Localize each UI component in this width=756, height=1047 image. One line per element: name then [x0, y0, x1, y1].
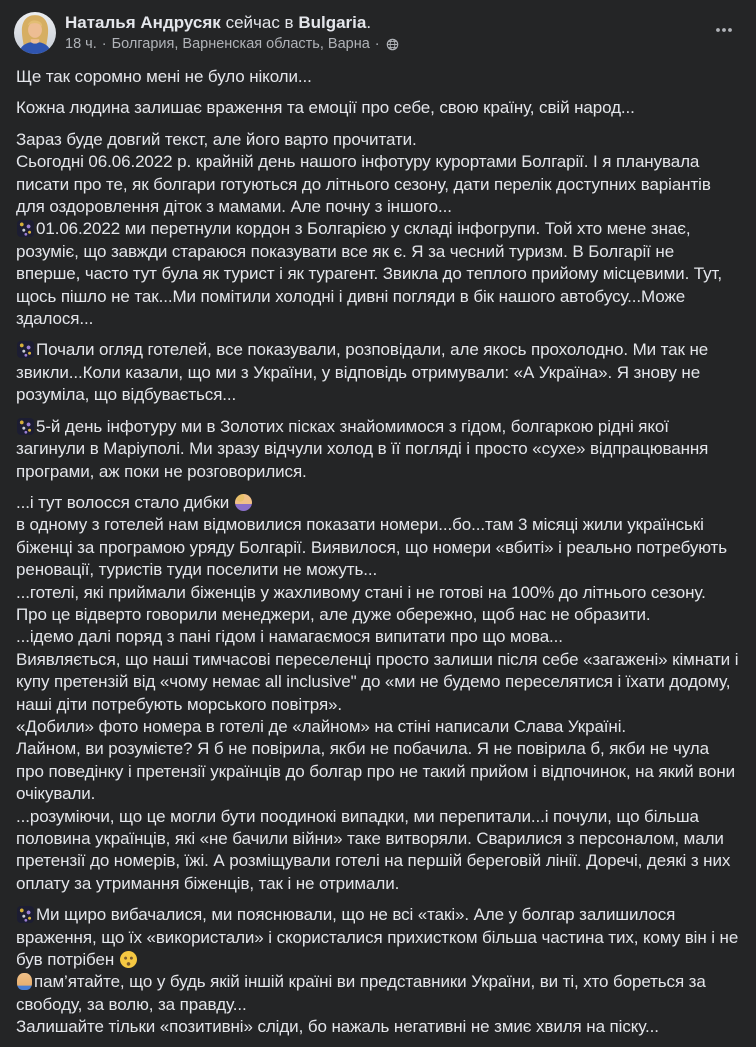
- fireworks-emoji: [17, 220, 34, 237]
- post-paragraph: Кожна людина залишає враження та емоції про себе, свою країну, свій народ...: [16, 98, 635, 118]
- fireworks-emoji: [17, 341, 34, 358]
- timestamp-link[interactable]: 18 ч.: [65, 36, 97, 52]
- fireworks-emoji: [17, 418, 34, 435]
- profile-photo: [14, 12, 56, 54]
- checkin-context: сейчас в: [225, 13, 294, 32]
- sentence-end: .: [366, 13, 372, 32]
- ellipsis-icon: [714, 20, 734, 40]
- post-header: [0, 0, 756, 60]
- avatar[interactable]: [14, 12, 56, 54]
- post-paragraph: Почали огляд готелей, все показували, розповідали, але якось прохолодно. Ми так не звикли...Коли казали, що ми з України, у відповідь отримували: «А Україна». Я знову не розуміла, що відбувається...: [16, 340, 709, 405]
- woman-facepalm-emoji: [235, 494, 252, 511]
- meta-separator: ·: [101, 36, 107, 52]
- checkin-location-link[interactable]: Bulgaria: [298, 13, 367, 32]
- post-paragraph: ...і тут волосся стало дибки в одному з готелей нам відмовилися показати номери...бо...там 3 місяці жили українські біженці за програмою уряду Болгарії. Виявилося, що номери «вбиті» і реально потребують реновації, туристів туди поселити не можуть... ...готелі, які приймали біженців у жахливому стані і не готові на 100% до літнього сезону. Про це відверто говорили менеджери, але дуже обережно, щоб нас не образити. ...ідемо далі поряд з пані гідом і намагаємося випитати про що мова... Виявляється, що наші тимчасові переселенці просто залиши після себе «загажені» кімнати і купу претензій від «чому немає all inclusive" до «ми не будемо переселятися і їхати додому, наші діти потребують морського повітря». «Добили» фото номера в готелі де «лайном» на стіні написали Слава Україні. Лайном, ви розумієте? Я б не повірила, якби не побачила. Я не повірила б, якби не чула про поведінку і претензії українців до болгар про не такий прийом і відпочинок, на який вони очікували. ...розуміючи, що це могли бути поодинокі випадки, ми перепитали...і почули, що більша половина українців, які «не бачили війни» таке витворяли. Сварилися з персоналом, мали претензії до номерів, їжі. А розміщували готелі на першій береговій лінії. Доречі, деякі з них оплату за утримання біженців, так і не отримали.: [16, 492, 739, 893]
- name-line: [65, 12, 708, 34]
- post-paragraph: Ще так соромно мені не було ніколи...: [16, 67, 312, 86]
- post-paragraph: 5-й день інфотуру ми в Золотих пісках знайомимося з гідом, болгаркою рідні якої загинули в Маріуполі. Ми зразу відчули холод в її погляді і просто «сухе» відпрацювання програми, аж поки не розговорилися.: [16, 416, 709, 481]
- more-options-button[interactable]: [708, 14, 740, 46]
- post-text: [0, 60, 756, 1047]
- location-detail-link[interactable]: Болгария, Варненская область, Варна: [111, 36, 370, 52]
- post-paragraph: Ми щиро вибачалися, ми пояснювали, що не всі «такі». Але у болгар залишилося враження, що їх «використали» і скористалися прихистком більша частина тих, кому він і не був потрібен пам’ятайте, що у будь якій іншій країні ви представники України, ви ті, хто бореться за свободу, за волю, за правду... Залишайте тільки «позитивні» сліди, бо нажаль негативні не змиє хвиля на піску...: [16, 905, 739, 1037]
- author-name-link[interactable]: Наталья Андрусяк: [65, 13, 221, 32]
- pensive-face-emoji: [120, 951, 137, 968]
- fireworks-emoji: [17, 906, 34, 923]
- meta-line: [65, 35, 708, 53]
- post-paragraph: Зараз буде довгий текст, але його варто прочитати. Сьогодні 06.06.2022 р. крайній день нашого інфотуру курортами Болгарії. І я планувала писати про те, як болгари готуються до літнього сезону, дати перелік доступних варіантів для оздоровлення діток з мамами. Але почну з іншого... 01.06.2022 ми перетнули кордон з Болгарією у складі інфогрупи. Той хто мене знає, розуміє, що завжди стараюся показувати все як є. Я за чесний туризм. В Болгарії не вперше, часто тут була як турист і як турагент. Звикла до теплого прийому місцевими. Тут, щось пішло не так...Ми помітили холодні і дивні погляди в бік нашого автобусу...Може здалося...: [16, 129, 722, 329]
- folded-hands-emoji: [17, 973, 32, 990]
- header-text: [65, 12, 708, 53]
- meta-separator: ·: [374, 36, 380, 52]
- globe-public-icon: [386, 38, 399, 51]
